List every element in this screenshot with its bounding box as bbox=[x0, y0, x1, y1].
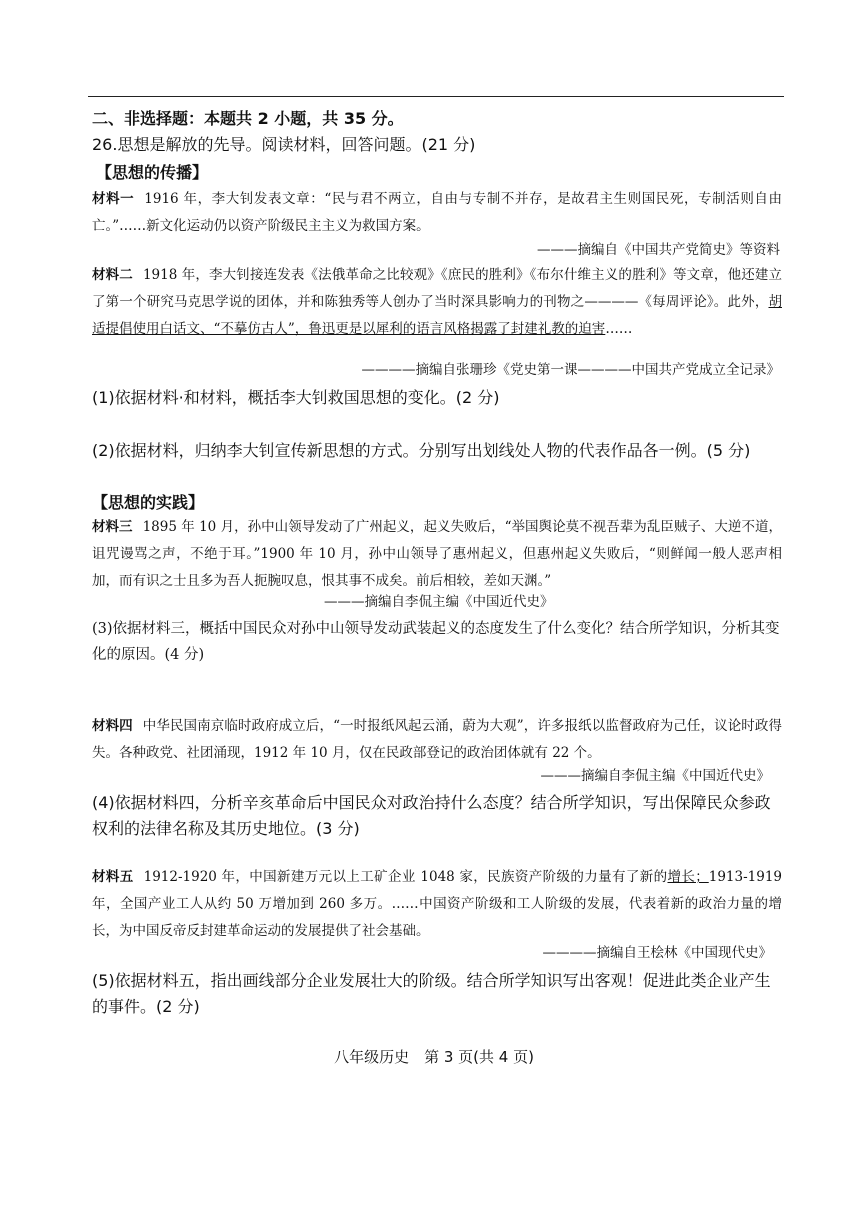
material-3-text: 1895 年 10 月，孙中山领导发动了广州起义，起义失败后，“举国舆论莫不视吾辈为乱臣贼子、大逆不道，诅咒谩骂之声，不绝于耳。”1900 年 10 月，孙中山领导了惠州起义，但惠州起义失败后，“则鲜闻一般人恶声相加，而有识之士且多为吾人扼腕叹息，恨其事不成矣。前后相较，差如天渊。” bbox=[92, 519, 783, 589]
material-2-text: 1918 年，李大钊接连发表《法俄革命之比较观》《庶民的胜利》《布尔什维主义的胜利》等文章，他还建立了第一个研究马克思学说的团体，并和陈独秀等人创办了当时深具影响力的刊物之————《每周评论》。此外， bbox=[92, 267, 782, 310]
material-4-source: ———摘编自李侃主编《中国近代史》 bbox=[540, 768, 770, 784]
material-2-ellipsis: …… bbox=[605, 321, 633, 337]
material-1-source: ———摘编自《中国共产党简史》等资料 bbox=[537, 242, 780, 258]
section-title: 二、非选择题：本题共 2 小题，共 35 分。 bbox=[92, 109, 404, 128]
material-1-label: 材料一 bbox=[92, 191, 135, 207]
material-2-label: 材料二 bbox=[92, 267, 133, 283]
material-2-underlined-text: 胡适提倡使用白话文、“不摹仿古人”，鲁迅更是以犀利的语言风格揭露了封建礼教的迫害 bbox=[92, 294, 782, 337]
material-2-source: ————摘编自张珊珍《党史第一课————中国共产党成立全记录》 bbox=[361, 362, 780, 378]
material-3-label: 材料三 bbox=[92, 519, 133, 535]
question-4: (4)依据材料四，分析辛亥革命后中国民众对政治持什么态度？结合所学知识，写出保障民众参政权利的法律名称及其历史地位。(3 分) bbox=[92, 793, 771, 838]
question-2: (2)依据材料，归纳李大钊宣传新思想的方式。分别写出划线处人物的代表作品各一例。(5 分) bbox=[92, 441, 751, 460]
part2-heading: 【思想的实践】 bbox=[92, 493, 205, 512]
material-4-text: 中华民国南京临时政府成立后，“一时报纸风起云涌，蔚为大观”，许多报纸以监督政府为己任，议论时政得失。各种政党、社团涌现，1912 年 10 月，仅在民政部登记的政治团体就有 22 个。 bbox=[92, 718, 782, 761]
material-3-source: ———摘编自李侃主编《中国近代史》 bbox=[324, 594, 554, 610]
material-5-text-continued: 1913-1919 年，全国产业工人从约 50 万增加到 260 多万。……中国资产阶级和工人阶级的发展，代表着新的政治力量的增长，为中国反帝反封建革命运动的发展提供了社会基础。 bbox=[92, 869, 783, 939]
question-3: (3)依据材料三，概括中国民众对孙中山领导发动武装起义的态度发生了什么变化？结合所学知识，分析其变化的原因。(4 分) bbox=[92, 621, 780, 663]
header-rule bbox=[88, 96, 784, 97]
material-5-source: ————摘编自王桧林《中国现代史》 bbox=[542, 945, 772, 961]
part1-heading: 【思想的传播】 bbox=[96, 163, 209, 182]
material-2 bbox=[92, 262, 782, 343]
material-1-text: 1916 年，李大钊发表文章：“民与君不两立，自由与专制不并存，是故君主生则国民死，专制活则自由亡。”……新文化运动仍以资产阶级民主主义为救国方案。 bbox=[92, 191, 782, 234]
material-3 bbox=[92, 514, 782, 595]
material-5 bbox=[92, 864, 782, 945]
question-1: (1)依据材料·和材料，概括李大钊救国思想的变化。(2 分) bbox=[92, 388, 500, 407]
material-5-label: 材料五 bbox=[92, 869, 134, 885]
material-5-underlined-text: 增长； bbox=[667, 869, 709, 885]
page-footer: 八年级历史 第 3 页(共 4 页) bbox=[334, 1048, 534, 1066]
material-4-label: 材料四 bbox=[92, 718, 133, 734]
question-26-intro: 26.思想是解放的先导。阅读材料，回答问题。(21 分) bbox=[92, 135, 476, 154]
question-5: (5)依据材料五，指出画线部分企业发展壮大的阶级。结合所学知识写出客观！促进此类企业产生的事件。(2 分) bbox=[92, 971, 771, 1016]
material-4 bbox=[92, 713, 782, 767]
material-1 bbox=[92, 186, 782, 240]
material-5-text: 1912-1920 年，中国新建万元以上工矿企业 1048 家，民族资产阶级的力量有了新的 bbox=[143, 869, 668, 885]
